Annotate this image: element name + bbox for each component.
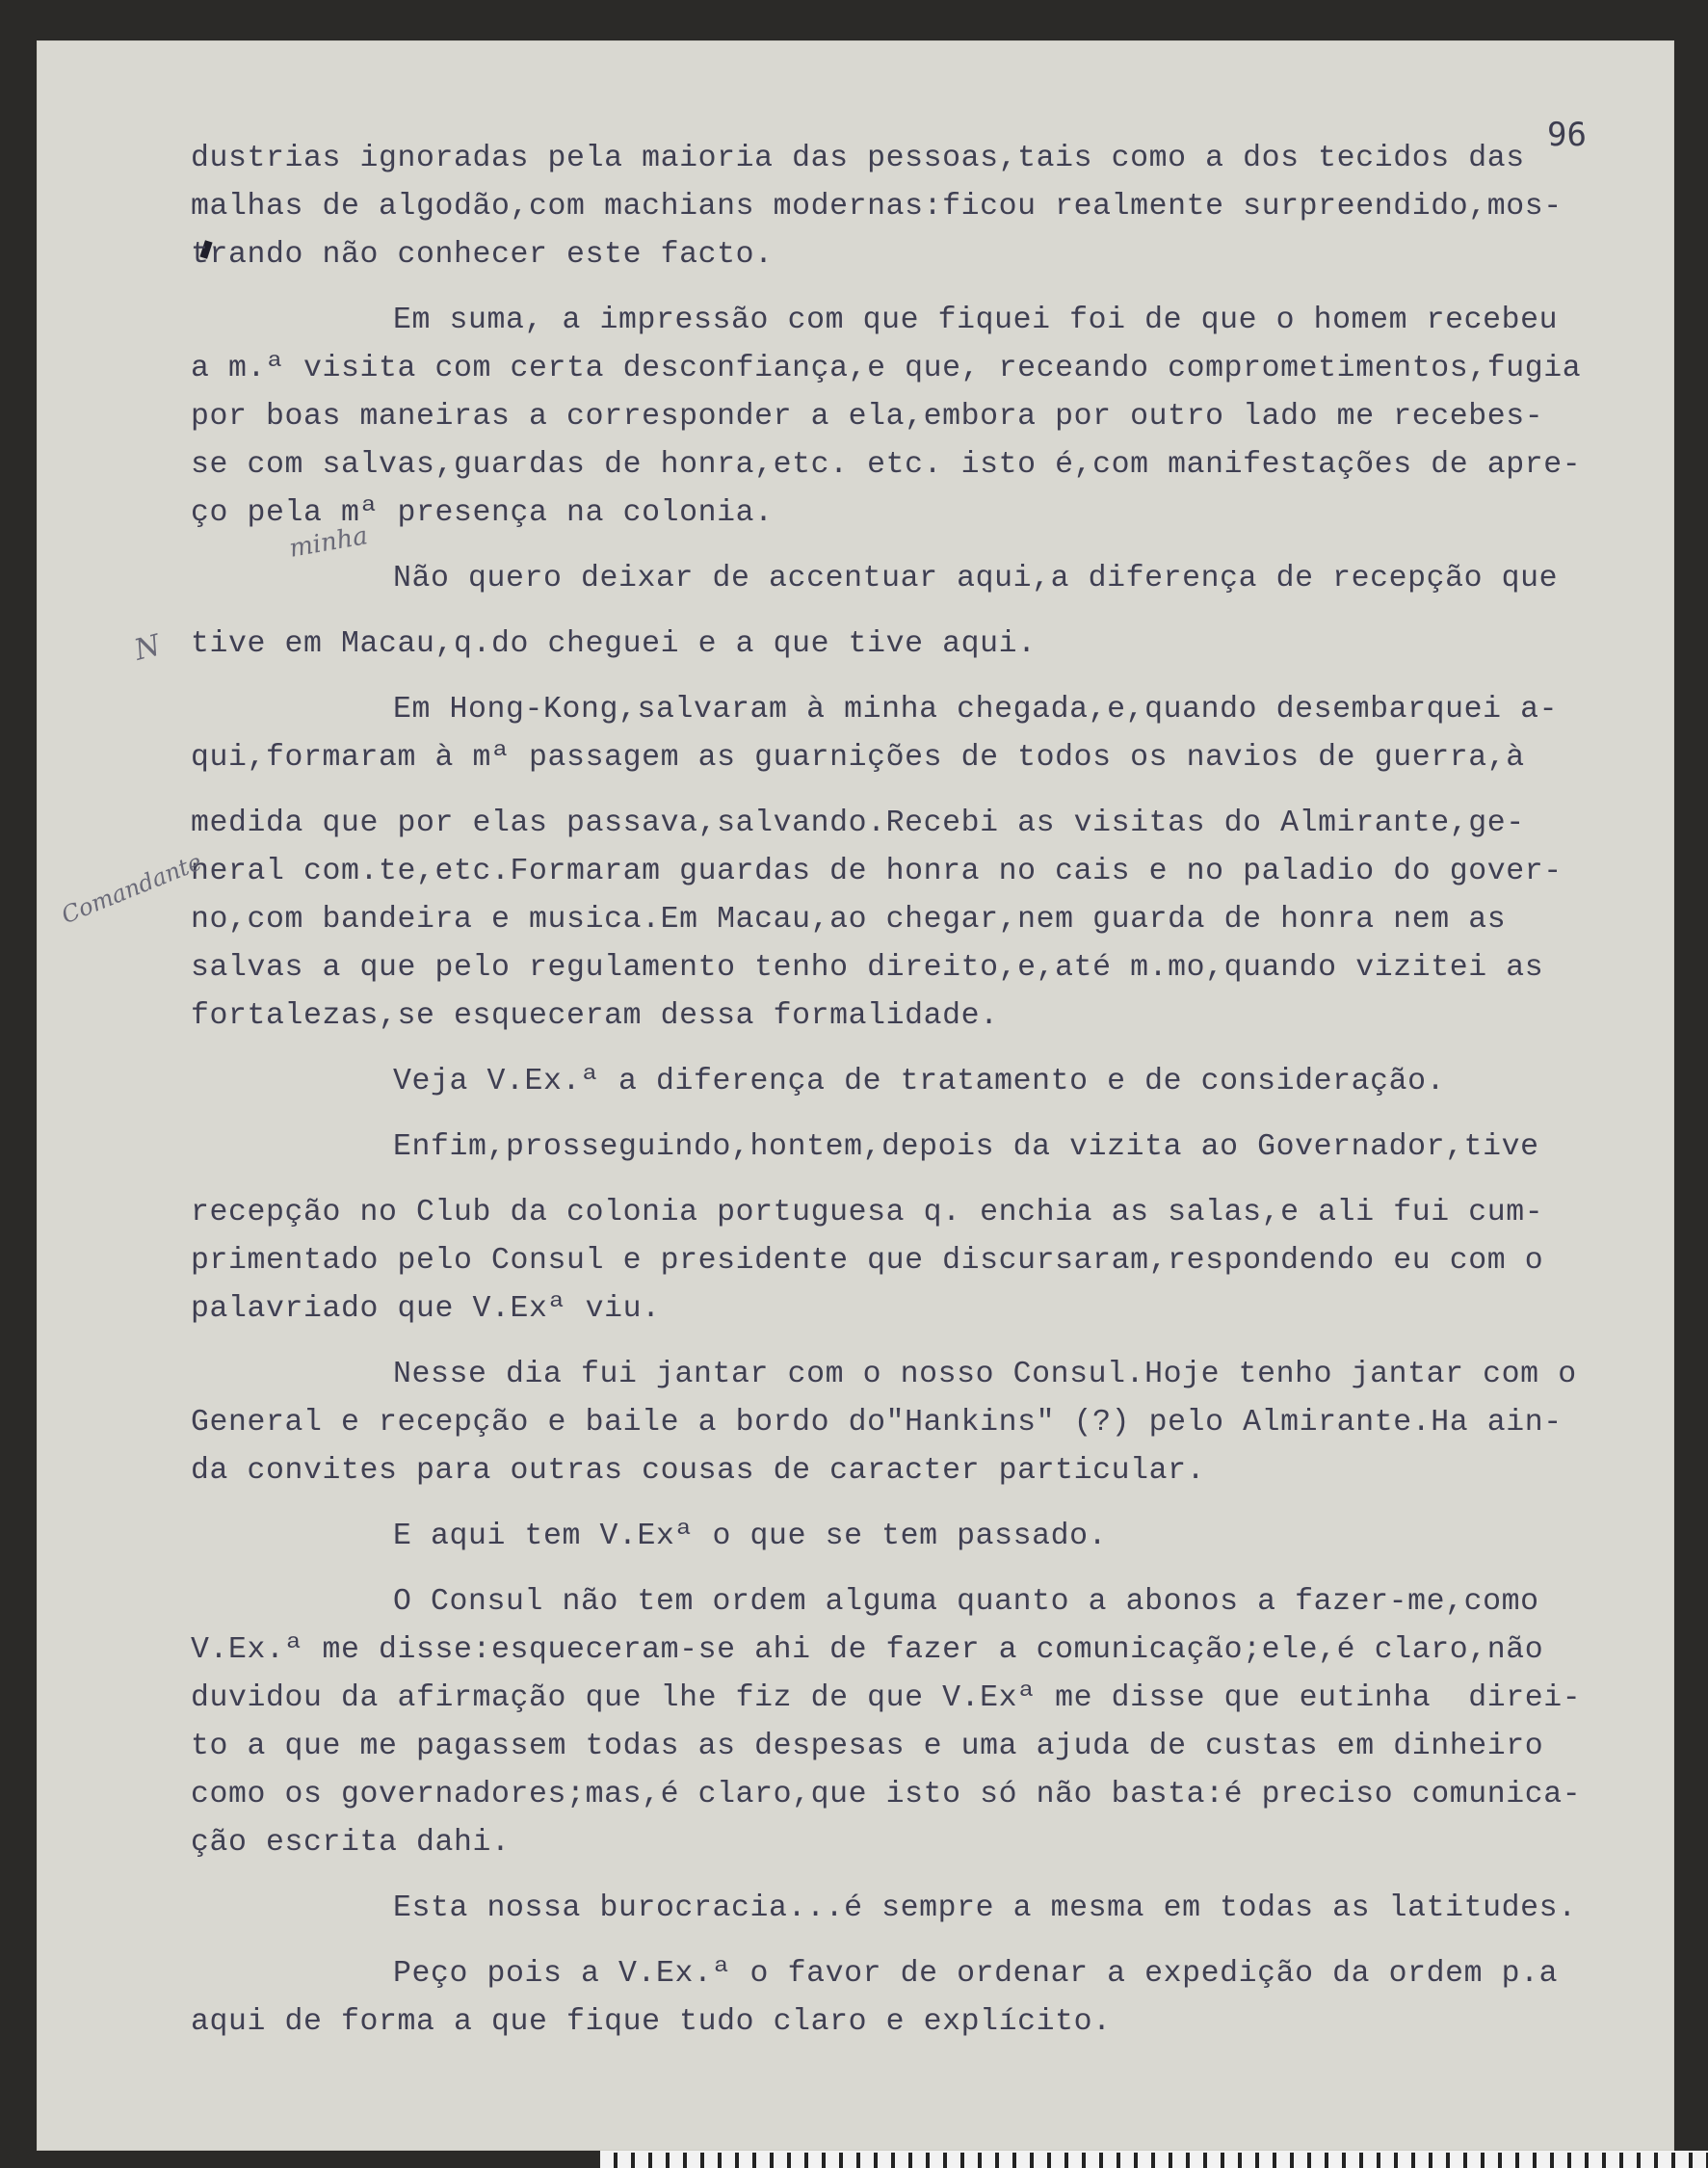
paragraph-gap (191, 1106, 1655, 1124)
text-line: General e recepção e baile a bordo do"Hankins" (?) pelo Almirante.Ha ain- (191, 1406, 1563, 1440)
text-line: ço pela mª presença na colonia. (191, 496, 774, 530)
text-line: recepção no Club da colonia portuguesa q. enchia as salas,e ali fui cum- (191, 1196, 1544, 1229)
text-line: Esta nossa burocracia...é sempre a mesma em todas as latitudes. (393, 1891, 1577, 1925)
text-line: por boas maneiras a corresponder a ela,embora por outro lado me recebes- (191, 400, 1544, 434)
paragraph-gap (191, 279, 1655, 297)
handwritten-margin-note: Comandante (57, 848, 206, 930)
handwritten-annotation-minha: minha (287, 521, 370, 564)
text-line: neral com.te,etc.Formaram guardas de honra no cais e no paladio do gover- (191, 855, 1563, 888)
text-line: no,com bandeira e musica.Em Macau,ao chegar,nem guarda de honra nem as (191, 903, 1507, 937)
typed-text-body (191, 135, 1655, 2047)
text-line: da convites para outras cousas de caracter particular. (191, 1454, 1206, 1488)
paragraph-gap (191, 782, 1655, 800)
paragraph-gap (191, 1041, 1655, 1058)
paragraph-gap (191, 538, 1655, 555)
text-line: Não quero deixar de accentuar aqui,a diferença de recepção que (393, 562, 1559, 595)
text-line: E aqui tem V.Exª o que se tem passado. (393, 1520, 1108, 1553)
text-line: Peço pois a V.Ex.ª o favor de ordenar a expedição da ordem p.a (393, 1957, 1559, 1991)
paragraph-gap (191, 1495, 1655, 1513)
paragraph-gap (191, 1867, 1655, 1885)
text-line: to a que me pagassem todas as despesas e uma ajuda de custas em dinheiro (191, 1730, 1544, 1763)
text-line: Veja V.Ex.ª a diferença de tratamento e de consideração. (393, 1065, 1446, 1098)
text-line: a m.ª visita com certa desconfiança,e que, receando comprometimentos,fugia (191, 352, 1582, 385)
text-line: primentado pelo Consul e presidente que discursaram,respondendo eu com o (191, 1244, 1544, 1278)
text-line: dustrias ignoradas pela maioria das pessoas,tais como a dos tecidos das (191, 142, 1525, 175)
text-line: ção escrita dahi. (191, 1826, 511, 1860)
paragraph-gap (191, 669, 1655, 686)
paragraph-gap (191, 1933, 1655, 1950)
paragraph-gap (191, 1172, 1655, 1189)
text-line: tive em Macau,q.do cheguei e a que tive aqui. (191, 627, 1037, 661)
text-line: como os governadores;mas,é claro,que isto só não basta:é preciso comunica- (191, 1778, 1582, 1811)
text-line: qui,formaram à mª passagem as guarnições de todos os navios de guerra,à (191, 741, 1525, 775)
text-line: Enfim,prosseguindo,hontem,depois da vizita ao Governador,tive (393, 1130, 1539, 1164)
paragraph-gap (191, 603, 1655, 621)
paragraph-gap (191, 1561, 1655, 1578)
text-line: duvidou da afirmação que lhe fiz de que V.Exª me disse que eutinha direi- (191, 1681, 1582, 1715)
scale-ruler (600, 2151, 1708, 2168)
text-line: palavriado que V.Exª viu. (191, 1292, 661, 1326)
text-line: O Consul não tem ordem alguma quanto a abonos a fazer-me,como (393, 1585, 1539, 1619)
text-line: malhas de algodão,com machians modernas:ficou realmente surpreendido,mos- (191, 190, 1563, 224)
text-line: se com salvas,guardas de honra,etc. etc. isto é,com manifestações de apre- (191, 448, 1582, 482)
text-line: trando não conhecer este facto. (191, 238, 774, 272)
handwritten-margin-mark: N (130, 628, 165, 668)
page-number: 96 (1547, 116, 1587, 154)
paragraph-gap (191, 1334, 1655, 1351)
text-line: aqui de forma a que fique tudo claro e explícito. (191, 2005, 1112, 2039)
text-line: salvas a que pelo regulamento tenho direito,e,até m.mo,quando vizitei as (191, 951, 1544, 985)
text-line: fortalezas,se esqueceram dessa formalidade. (191, 999, 999, 1033)
text-line: V.Ex.ª me disse:esqueceram-se ahi de fazer a comunicação;ele,é claro,não (191, 1633, 1544, 1667)
text-line: Em Hong-Kong,salvaram à minha chegada,e,quando desembarquei a- (393, 693, 1559, 727)
text-line: medida que por elas passava,salvando.Recebi as visitas do Almirante,ge- (191, 806, 1525, 840)
text-line: Nesse dia fui jantar com o nosso Consul.Hoje tenho jantar com o (393, 1358, 1577, 1391)
text-line: Em suma, a impressão com que fiquei foi de que o homem recebeu (393, 304, 1559, 337)
